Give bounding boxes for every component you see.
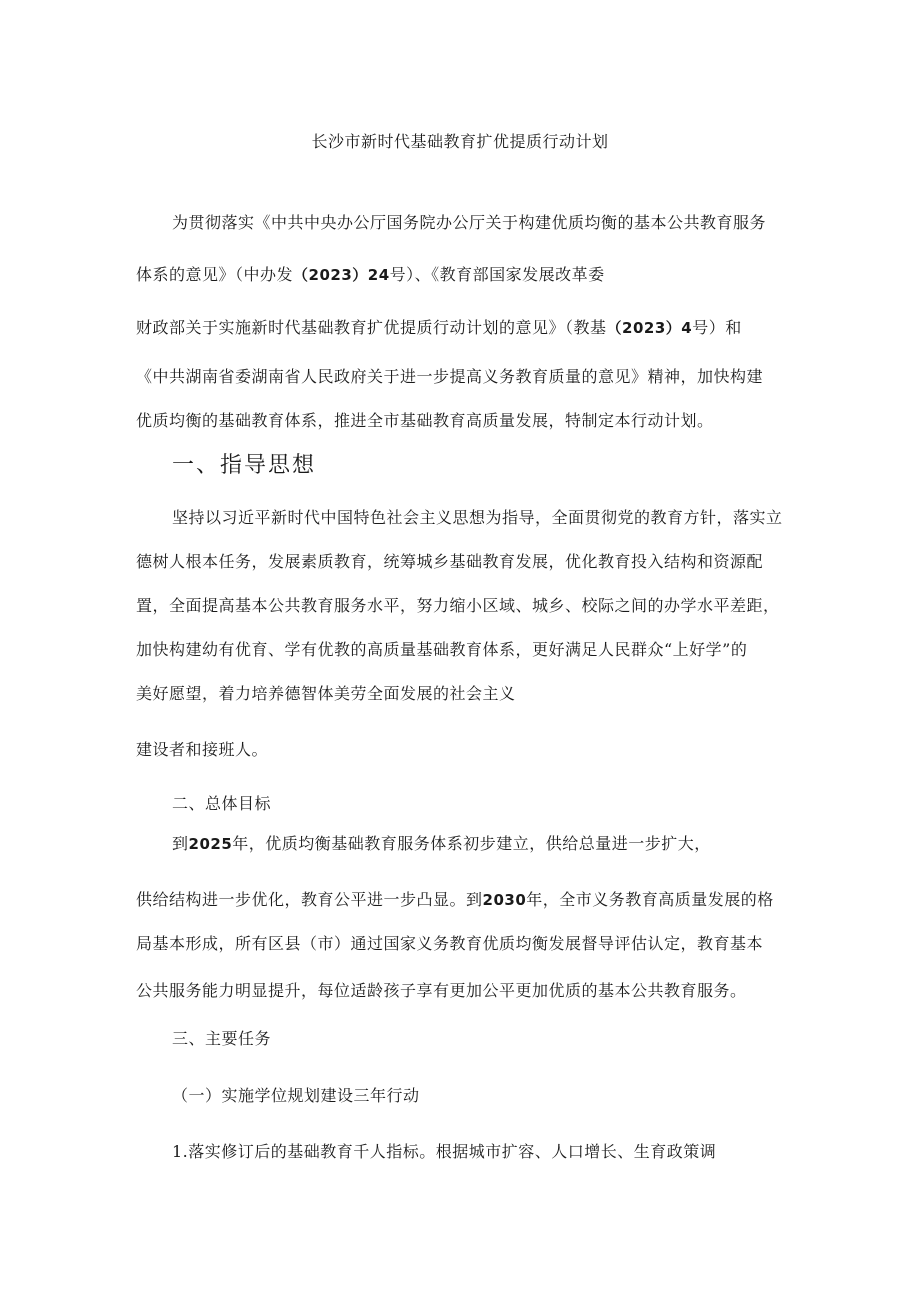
section-2-heading: 二、总体目标 (172, 794, 272, 813)
section-1-line-1: 坚持以习近平新时代中国特色社会主义思想为指导，全面贯彻党的教育方针，落实立 (172, 508, 783, 527)
intro-line-2: 体系的意见》（中办发（2023）24号）、《教育部国家发展改革委 (136, 265, 605, 284)
intro-line-3: 财政部关于实施新时代基础教育扩优提质行动计划的意见》（教基（2023）4号）和 (136, 318, 742, 337)
section-2-line-4: 公共服务能力明显提升，每位适龄孩子享有更加公平更加优质的基本公共教育服务。 (136, 981, 747, 1000)
section-1-line-6: 建设者和接班人。 (136, 740, 269, 759)
intro-line-5: 优质均衡的基础教育体系，推进全市基础教育高质量发展，特制定本行动计划。 (136, 411, 714, 430)
intro-line-1: 为贯彻落实《中共中央办公厅国务院办公厅关于构建优质均衡的基本公共教育服务 (172, 213, 767, 232)
subsection-1-heading: （一）实施学位规划建设三年行动 (172, 1086, 420, 1105)
section-2-line-1: 到2025年，优质均衡基础教育服务体系初步建立，供给总量进一步扩大， (172, 834, 711, 853)
section-3-heading: 三、主要任务 (172, 1029, 272, 1048)
task-item-1: 1.落实修订后的基础教育千人指标。根据城市扩容、人口增长、生育政策调 (172, 1142, 717, 1161)
section-1-line-3: 置，全面提高基本公共教育服务水平，努力缩小区域、城乡、校际之间的办学水平差距， (136, 596, 780, 615)
section-1-heading: 一、指导思想 (172, 453, 317, 478)
section-1-line-4: 加快构建幼有优育、学有优教的高质量基础教育体系，更好满足人民群众“上好学”的 (136, 640, 748, 659)
section-1-line-5: 美好愿望，着力培养德智体美劳全面发展的社会主义 (136, 684, 516, 703)
section-2-line-3: 局基本形成，所有区县（市）通过国家义务教育优质均衡发展督导评估认定，教育基本 (136, 934, 764, 953)
section-1-line-2: 德树人根本任务，发展素质教育，统筹城乡基础教育发展，优化教育投入结构和资源配 (136, 552, 764, 571)
document-title: 长沙市新时代基础教育扩优提质行动计划 (311, 132, 609, 151)
section-2-line-2: 供给结构进一步优化，教育公平进一步凸显。到2030年，全市义务教育高质量发展的格 (136, 890, 774, 909)
intro-line-4: 《中共湖南省委湖南省人民政府关于进一步提高义务教育质量的意见》精神，加快构建 (136, 367, 764, 386)
